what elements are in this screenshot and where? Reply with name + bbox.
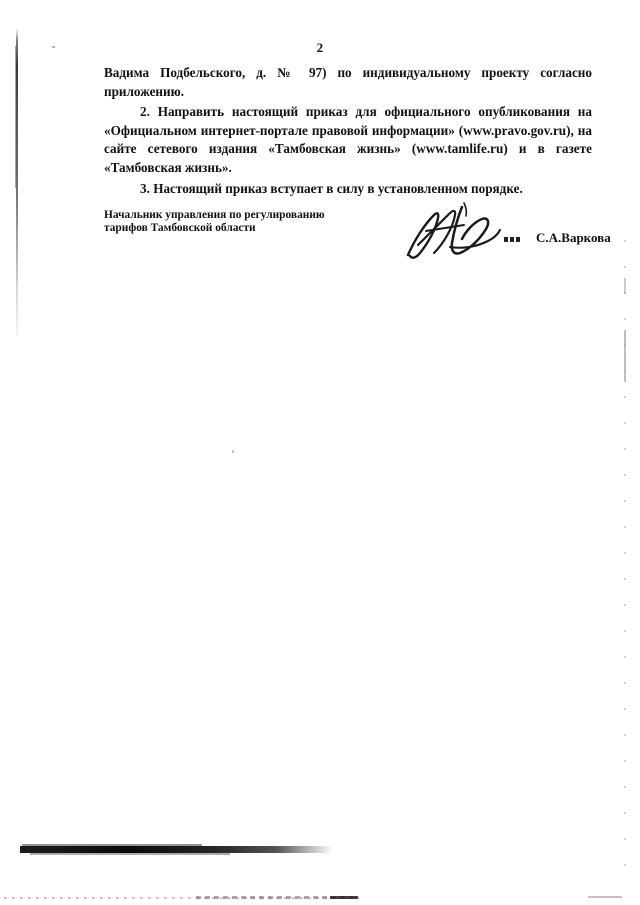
scan-artifact-left-vertical-streak — [16, 28, 18, 336]
scan-artifact-right-edge-dense — [624, 330, 626, 382]
signer-title-line-1: Начальник управления по регулированию — [104, 209, 325, 221]
signer-name: С.А.Варкова — [536, 230, 611, 245]
signer-title-line-2: тарифов Тамбовской области — [104, 222, 256, 235]
page-number: 2 — [316, 40, 324, 55]
document-body — [104, 64, 592, 198]
paragraph-item-3: 3. Настоящий приказ вступает в силу в установленном порядке. — [140, 180, 523, 196]
scan-artifact-right-edge-dense-upper — [624, 278, 626, 294]
handwritten-signature-icon — [404, 201, 524, 263]
scan-artifact-bottom-dark-bar — [20, 846, 332, 853]
scan-artifact-bottom-speckle-dark — [330, 896, 358, 899]
signature-block — [104, 209, 611, 269]
paragraph-item-2: 2. Направить настоящий приказ для официального опубликования на «Официальном интернет-портале правовой информации» (www.pravo.gov.ru), на сайте сетевого издания «Тамбовская жизнь» (www.tamlife.ru) и в газете «Тамбовская жизнь». — [104, 104, 592, 175]
scan-artifact-mid-dot — [232, 450, 234, 453]
signer-title — [104, 209, 394, 236]
signature-dash-separator — [504, 237, 522, 242]
scan-artifact-bottom-speckle-right — [588, 896, 622, 898]
paragraph-continuation: Вадима Подбельского, д. № 97) по индивидуальному проекту согласно приложению. — [104, 65, 592, 99]
